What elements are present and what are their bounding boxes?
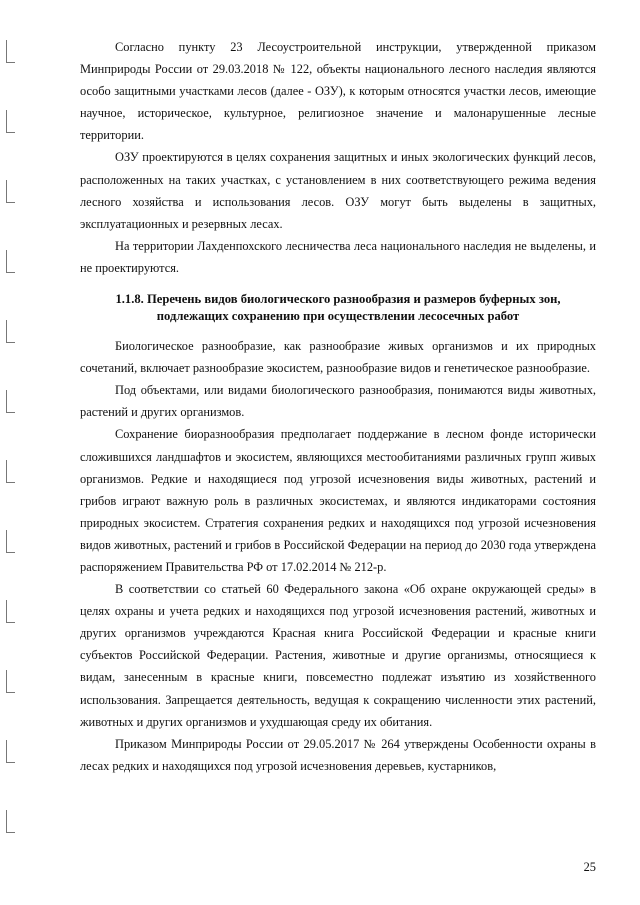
- page-body: [80, 36, 596, 777]
- paragraph: Приказом Минприроды России от 29.05.2017 № 264 утверждены Особенности охраны в лесах редких и находящихся под угрозой исчезновения деревьев, кустарников,: [80, 736, 596, 773]
- paragraph: Биологическое разнообразие, как разнообразие живых организмов и их природных сочетаний, включает разнообразие экосистем, разнообразие видов и генетическое разнообразие.: [80, 339, 596, 376]
- page-number: 25: [583, 860, 596, 874]
- paragraph: В соответствии со статьей 60 Федерального закона «Об охране окружающей среды» в целях охраны и учета редких и находящихся под угрозой исчезновения растений, животных и других организмов учреждаются Красная книга Российской Федерации и красные книги субъектов Российской Федерации. Растения, животные и другие организмы, относящиеся к видам, занесенным в красные книги, повсеместно подлежат изъятию из хозяйственного использования. Запрещается деятельность, ведущая к сокращению численности этих растений, животных и других организмов и ухудшающая среду их обитания.: [80, 582, 596, 729]
- paragraph: Под объектами, или видами биологического разнообразия, понимаются виды животных, растений и других организмов.: [80, 383, 596, 420]
- paragraph: Сохранение биоразнообразия предполагает поддержание в лесном фонде исторически сложившихся ландшафтов и экосистем, являющихся местообитаниями различных групп живых организмов. Редкие и находящиеся под угрозой исчезновения виды животных, растений и грибов играют важную роль в различных экосистемах, и являются индикаторами состояния природных экосистем. Стратегия сохранения редких и находящихся под угрозой исчезновения видов животных, растений и грибов в Российской Федерации на период до 2030 года утверждена распоряжением Правительства РФ от 17.02.2014 № 212-р.: [80, 427, 596, 574]
- binding-edge-marks: [4, 30, 18, 880]
- paragraph: Согласно пункту 23 Лесоустроительной инструкции, утвержденной приказом Минприроды России от 29.03.2018 № 122, объекты национального лесного наследия являются особо защитными участками лесов (далее - ОЗУ), к которым относятся участки лесов, имеющие научное, историческое, культурное, религиозное значение и малонарушенные лесные территории.: [80, 40, 596, 143]
- paragraph: ОЗУ проектируются в целях сохранения защитных и иных экологических функций лесов, расположенных на таких участках, с установлением в них соответствующего режима ведения лесного хозяйства и использования лесов. ОЗУ могут быть выделены в защитных, эксплуатационных и резервных лесах.: [80, 150, 596, 231]
- paragraph: На территории Лахденпохского лесничества леса национального наследия не выделены, и не проектируются.: [80, 238, 596, 275]
- section-heading: 1.1.8. Перечень видов биологического разнообразия и размеров буферных зон, подлежащих сохранению при осуществлении лесосечных работ: [115, 292, 561, 324]
